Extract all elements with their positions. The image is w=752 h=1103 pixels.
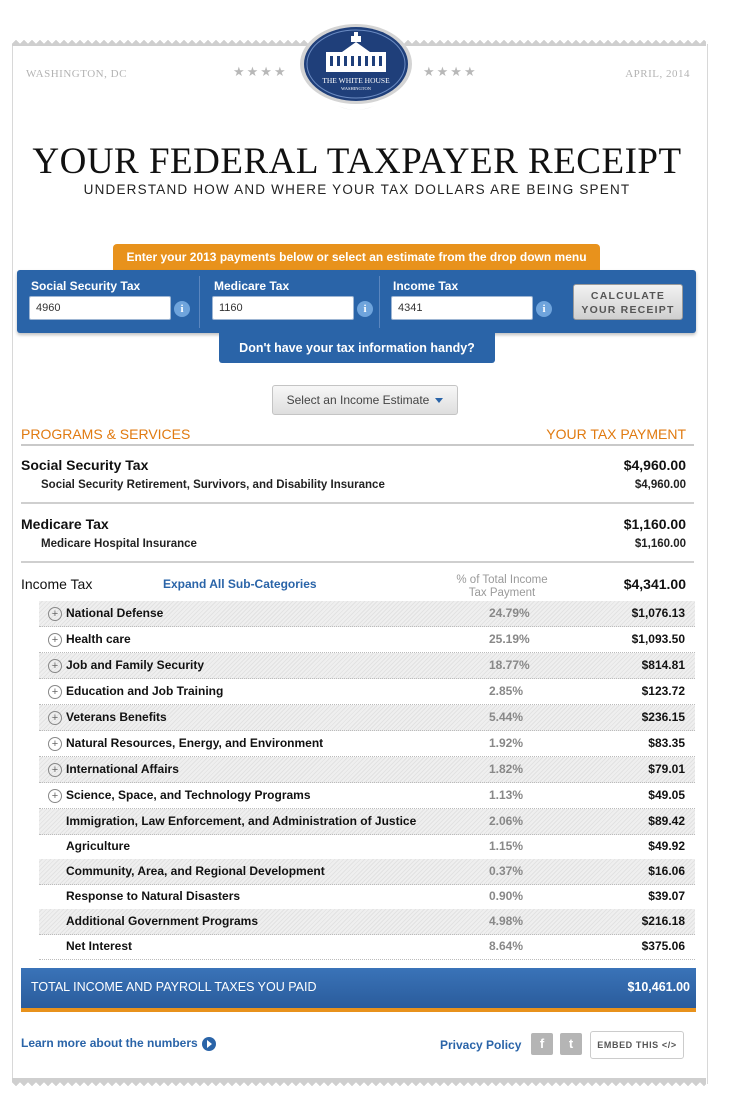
total-bar: [21, 968, 696, 1012]
instruction-banner: Enter your 2013 payments below or select an estimate from the drop down menu: [113, 244, 600, 270]
expand-plus-icon[interactable]: +: [48, 789, 62, 803]
social-security-input[interactable]: [29, 296, 171, 320]
income-tax-amount: $4,341.00: [623, 576, 686, 592]
section-divider: [21, 561, 694, 563]
income-row-name: Response to Natural Disasters: [66, 889, 241, 903]
social-security-amount: $4,960.00: [623, 457, 686, 473]
income-row-amount: $1,076.13: [631, 606, 685, 620]
calculate-line-2: YOUR RECEIPT: [581, 304, 675, 316]
income-row-name: International Affairs: [66, 762, 179, 776]
info-icon[interactable]: i: [536, 301, 552, 317]
percent-column-header: [440, 574, 564, 600]
white-house-seal-icon: [298, 22, 414, 118]
income-row-amount: $375.06: [641, 939, 685, 953]
income-tax-field-group: [379, 270, 559, 333]
income-row-percent: 0.90%: [489, 889, 524, 903]
income-row-percent: 0.37%: [489, 864, 524, 878]
income-row-percent: 18.77%: [489, 658, 530, 672]
date-text: APRIL, 2014: [625, 68, 690, 80]
facebook-icon[interactable]: f: [531, 1033, 553, 1055]
income-row-name: Net Interest: [66, 939, 133, 953]
social-security-sub: Social Security Retirement, Survivors, and Disability Insurance: [41, 479, 385, 491]
calculate-receipt-button[interactable]: [573, 284, 683, 320]
stars-right: ★★★★: [423, 64, 478, 79]
receipt-bottom-edge: [12, 1078, 706, 1086]
medicare-title: Medicare Tax: [21, 516, 109, 532]
income-row-percent: 4.98%: [489, 914, 524, 928]
income-row-percent: 2.85%: [489, 684, 524, 698]
income-row-percent: 1.13%: [489, 788, 524, 802]
income-row-percent: 2.06%: [489, 814, 524, 828]
payment-column-header: YOUR TAX PAYMENT: [546, 426, 686, 442]
expand-plus-icon[interactable]: +: [48, 659, 62, 673]
arrow-right-icon: [202, 1037, 216, 1051]
income-row[interactable]: [39, 731, 695, 757]
income-row-name: Science, Space, and Technology Programs: [66, 788, 311, 802]
learn-more-link[interactable]: [21, 1036, 216, 1051]
income-row-amount: $216.18: [641, 914, 685, 928]
income-row-name: Job and Family Security: [66, 658, 205, 672]
income-row[interactable]: [39, 757, 695, 783]
social-security-label: Social Security Tax: [31, 279, 141, 293]
seal-line-1: THE WHITE HOUSE: [322, 76, 390, 85]
percent-header-line-2: Tax Payment: [468, 587, 536, 599]
income-row-name: Education and Job Training: [66, 684, 224, 698]
programs-column-header: PROGRAMS & SERVICES: [21, 426, 191, 442]
total-value: $10,461.00: [627, 980, 690, 994]
income-row[interactable]: [39, 679, 695, 705]
income-row[interactable]: [39, 705, 695, 731]
section-divider: [21, 502, 694, 504]
income-row-name: Veterans Benefits: [66, 710, 167, 724]
calculate-line-1: CALCULATE: [590, 290, 666, 302]
income-row-amount: $16.06: [648, 864, 685, 878]
page-title: YOUR FEDERAL TAXPAYER RECEIPT: [32, 141, 682, 182]
twitter-icon[interactable]: t: [560, 1033, 582, 1055]
income-row-percent: 8.64%: [489, 939, 524, 953]
income-row-percent: 1.92%: [489, 736, 524, 750]
income-row[interactable]: [39, 601, 695, 627]
income-row-name: Additional Government Programs: [66, 914, 259, 928]
expand-plus-icon[interactable]: +: [48, 607, 62, 621]
income-tax-title: Income Tax: [21, 576, 93, 592]
expand-plus-icon[interactable]: +: [48, 685, 62, 699]
privacy-policy-link[interactable]: Privacy Policy: [440, 1038, 522, 1052]
social-security-field-group: [17, 270, 199, 333]
medicare-amount: $1,160.00: [623, 516, 686, 532]
income-row-amount: $49.05: [648, 788, 685, 802]
expand-plus-icon[interactable]: +: [48, 633, 62, 647]
income-row-name: Health care: [66, 632, 131, 646]
chevron-down-icon: [435, 398, 443, 403]
medicare-sub-amount: $1,160.00: [634, 538, 686, 550]
stars-left: ★★★★: [233, 64, 288, 79]
income-row[interactable]: [39, 653, 695, 679]
income-row-name: Natural Resources, Energy, and Environment: [66, 736, 324, 750]
medicare-sub: Medicare Hospital Insurance: [41, 538, 197, 550]
income-row-percent: 1.15%: [489, 839, 524, 853]
expand-all-link[interactable]: Expand All Sub-Categories: [163, 577, 317, 591]
learn-more-label: Learn more about the numbers: [21, 1036, 198, 1050]
income-row-percent: 1.82%: [489, 762, 524, 776]
tax-input-bar: [17, 270, 696, 333]
embed-button[interactable]: EMBED THIS </>: [590, 1031, 684, 1059]
income-row-percent: 5.44%: [489, 710, 524, 724]
income-row-name: National Defense: [66, 606, 164, 620]
income-row-amount: $79.01: [648, 762, 685, 776]
income-row-name: Agriculture: [66, 839, 131, 853]
income-row: [39, 884, 695, 910]
medicare-label: Medicare Tax: [214, 279, 290, 293]
income-row: [39, 909, 695, 935]
medicare-input[interactable]: [212, 296, 354, 320]
location-text: WASHINGTON, DC: [26, 68, 127, 80]
expand-plus-icon[interactable]: +: [48, 763, 62, 777]
medicare-field-group: [200, 270, 380, 333]
income-row[interactable]: [39, 783, 695, 809]
income-row-amount: $236.15: [641, 710, 685, 724]
income-row-amount: $123.72: [641, 684, 685, 698]
income-row[interactable]: [39, 627, 695, 653]
percent-header-line-1: % of Total Income: [456, 574, 548, 586]
seal-line-2: WASHINGTON: [341, 86, 371, 91]
income-row: [39, 809, 695, 835]
income-estimate-dropdown[interactable]: [272, 385, 458, 415]
expand-plus-icon[interactable]: +: [48, 711, 62, 725]
social-security-title: Social Security Tax: [21, 457, 149, 473]
income-row-amount: $89.42: [648, 814, 685, 828]
expand-plus-icon[interactable]: +: [48, 737, 62, 751]
income-row-name: Community, Area, and Regional Development: [66, 864, 325, 878]
income-row-name: Immigration, Law Enforcement, and Administration of Justice: [66, 814, 417, 828]
income-row-amount: $1,093.50: [631, 632, 685, 646]
income-row-amount: $814.81: [641, 658, 685, 672]
income-estimate-label: Select an Income Estimate: [286, 393, 430, 407]
income-row-amount: $83.35: [648, 736, 685, 750]
page-subtitle: UNDERSTAND HOW AND WHERE YOUR TAX DOLLARS ARE BEING SPENT: [83, 182, 631, 197]
income-row: [39, 934, 695, 960]
tax-info-handy-tab[interactable]: Don't have your tax information handy?: [219, 333, 495, 363]
total-label: TOTAL INCOME AND PAYROLL TAXES YOU PAID: [31, 980, 317, 994]
income-row-percent: 24.79%: [489, 606, 530, 620]
income-row: [39, 859, 695, 885]
social-security-sub-amount: $4,960.00: [634, 479, 686, 491]
income-tax-input[interactable]: [391, 296, 533, 320]
header-rule: [21, 444, 694, 446]
income-row-percent: 25.19%: [489, 632, 530, 646]
info-icon[interactable]: i: [174, 301, 190, 317]
income-tax-label: Income Tax: [393, 279, 459, 293]
info-icon[interactable]: i: [357, 301, 373, 317]
income-row-amount: $49.92: [648, 839, 685, 853]
income-row: [39, 834, 695, 860]
income-row-amount: $39.07: [648, 889, 685, 903]
